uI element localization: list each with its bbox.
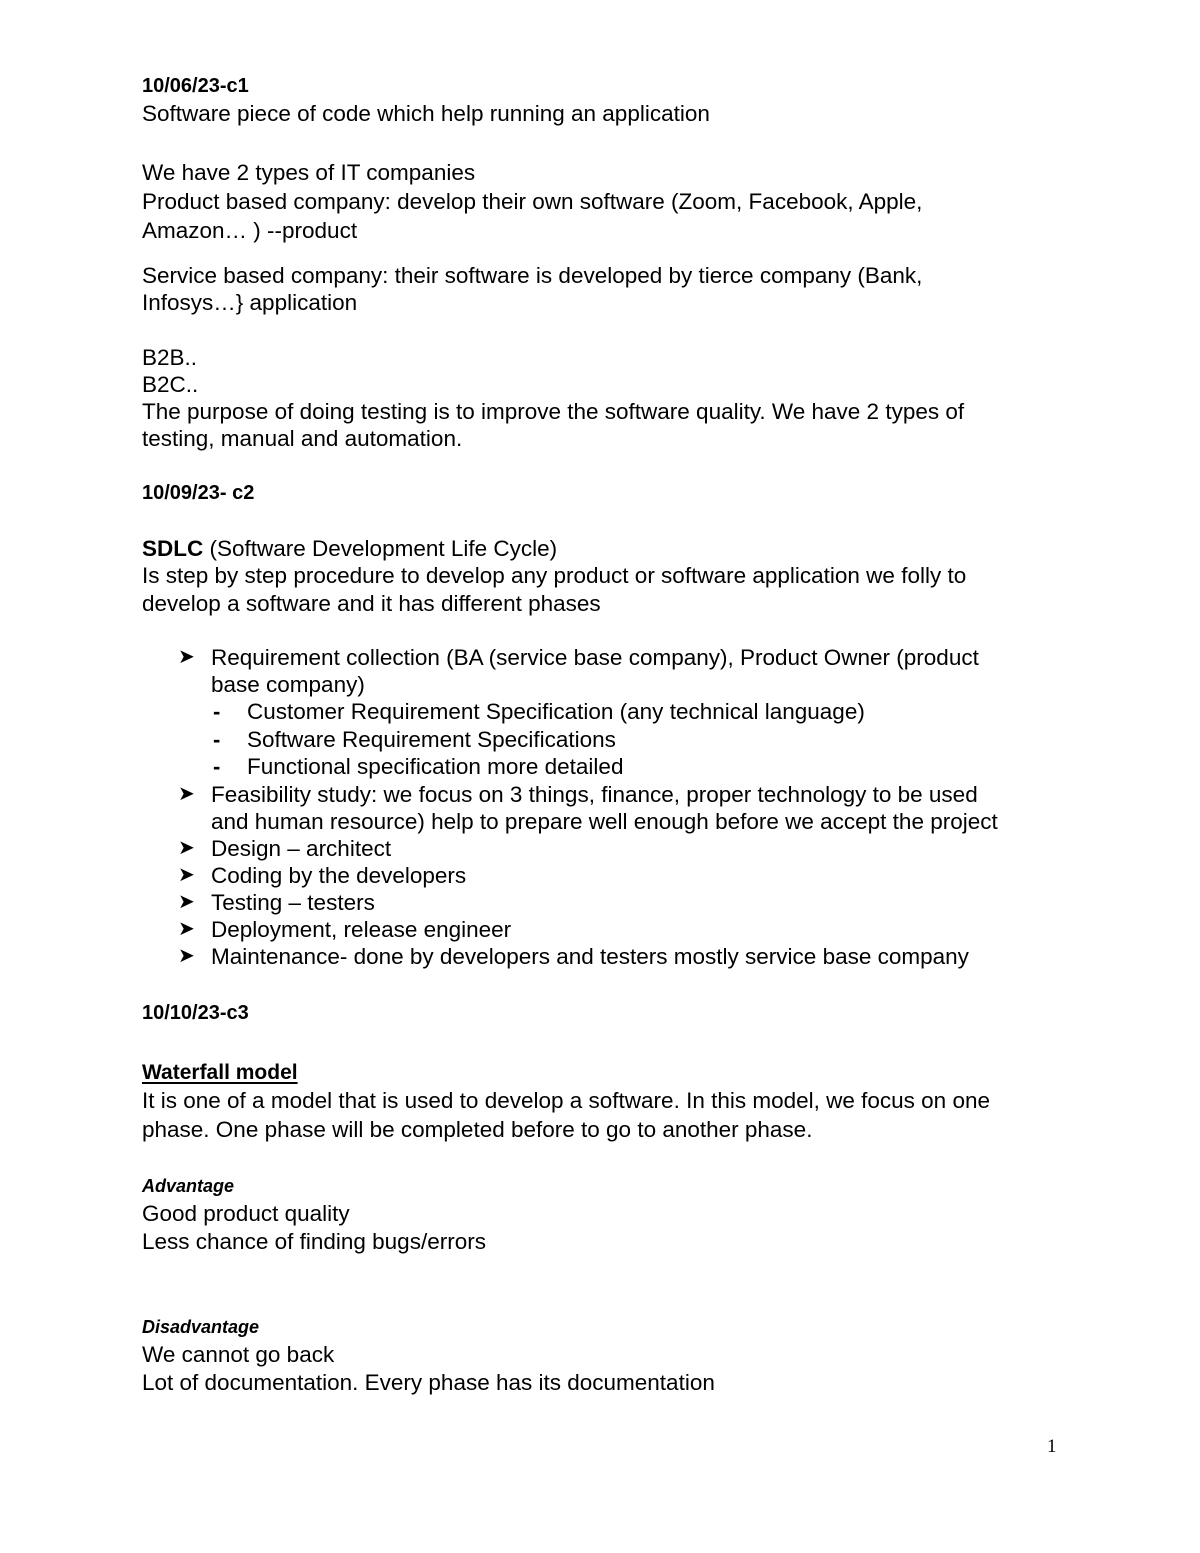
sub-bullet-text: Functional specification more detailed bbox=[247, 754, 624, 779]
text-line: B2C.. bbox=[142, 372, 199, 397]
arrow-bullet-icon: ➤ bbox=[178, 864, 195, 886]
sdlc-line bbox=[142, 535, 557, 562]
bullet-text: Testing – testers bbox=[211, 890, 375, 915]
text-line: develop a software and it has different phases bbox=[142, 591, 601, 616]
dash-bullet-icon: - bbox=[213, 727, 221, 752]
bullet-text: Design – architect bbox=[211, 836, 392, 861]
bullet-text: Feasibility study: we focus on 3 things, finance, proper technology to be used bbox=[211, 782, 978, 807]
text-line: Software piece of code which help running an application bbox=[142, 101, 710, 126]
page-number: 1 bbox=[1047, 1436, 1057, 1457]
disadvantage-item: Lot of documentation. Every phase has its documentation bbox=[142, 1370, 715, 1395]
section-heading-c2: 10/09/23- c2 bbox=[142, 482, 255, 504]
bullet-text: Maintenance- done by developers and testers mostly service base company bbox=[211, 944, 969, 969]
text-line: testing, manual and automation. bbox=[142, 426, 463, 451]
advantage-item: Good product quality bbox=[142, 1201, 350, 1226]
text-line: Product based company: develop their own software (Zoom, Facebook, Apple, bbox=[142, 189, 923, 214]
section-heading-c3: 10/10/23-c3 bbox=[142, 1002, 249, 1024]
bullet-text: Requirement collection (BA (service base company), Product Owner (product bbox=[211, 645, 979, 670]
advantage-item: Less chance of finding bugs/errors bbox=[142, 1229, 486, 1254]
text-line: B2B.. bbox=[142, 345, 198, 370]
bullet-text: base company) bbox=[211, 672, 365, 697]
advantage-title: Advantage bbox=[142, 1176, 235, 1196]
sdlc-rest: (Software Development Life Cycle) bbox=[203, 536, 558, 561]
section-heading-c1: 10/06/23-c1 bbox=[142, 75, 249, 97]
bullet-text: Coding by the developers bbox=[211, 863, 467, 888]
text-line: phase. One phase will be completed before to go to another phase. bbox=[142, 1117, 813, 1142]
disadvantage-item: We cannot go back bbox=[142, 1342, 335, 1367]
text-line: The purpose of doing testing is to improve the software quality. We have 2 types of bbox=[142, 399, 965, 424]
text-line: We have 2 types of IT companies bbox=[142, 160, 476, 185]
text-line: Is step by step procedure to develop any product or software application we folly to bbox=[142, 563, 967, 588]
text-line: Amazon… ) --product bbox=[142, 218, 358, 243]
arrow-bullet-icon: ➤ bbox=[178, 783, 195, 805]
disadvantage-title: Disadvantage bbox=[142, 1317, 260, 1337]
sdlc-bold: SDLC bbox=[142, 536, 204, 561]
arrow-bullet-icon: ➤ bbox=[178, 918, 195, 940]
bullet-text: Deployment, release engineer bbox=[211, 917, 512, 942]
arrow-bullet-icon: ➤ bbox=[178, 891, 195, 913]
text-line: It is one of a model that is used to develop a software. In this model, we focus on one bbox=[142, 1088, 990, 1113]
arrow-bullet-icon: ➤ bbox=[178, 646, 195, 668]
sub-bullet-text: Software Requirement Specifications bbox=[247, 727, 616, 752]
waterfall-model-title: Waterfall model bbox=[142, 1061, 298, 1084]
bullet-text: and human resource) help to prepare well enough before we accept the project bbox=[211, 809, 998, 834]
dash-bullet-icon: - bbox=[213, 754, 221, 779]
arrow-bullet-icon: ➤ bbox=[178, 945, 195, 967]
arrow-bullet-icon: ➤ bbox=[178, 837, 195, 859]
dash-bullet-icon: - bbox=[213, 699, 221, 724]
text-line: Infosys…} application bbox=[142, 290, 358, 315]
sub-bullet-text: Customer Requirement Specification (any technical language) bbox=[247, 699, 865, 724]
text-line: Service based company: their software is developed by tierce company (Bank, bbox=[142, 263, 923, 288]
